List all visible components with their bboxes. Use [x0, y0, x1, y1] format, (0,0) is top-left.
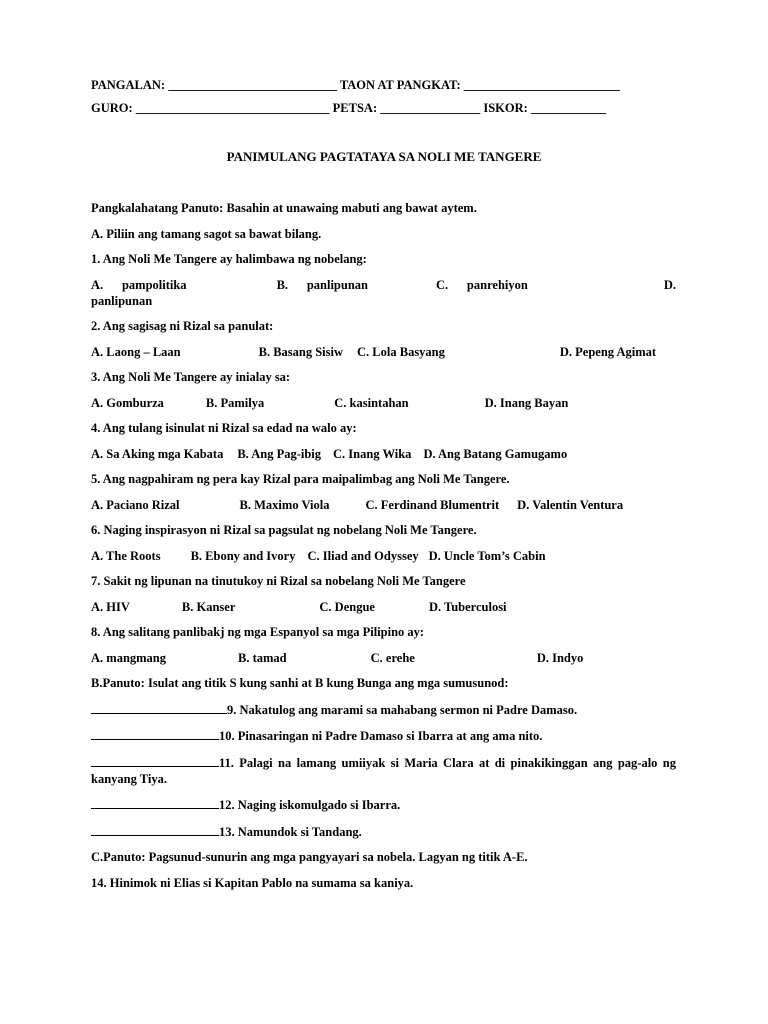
choice-8c: C. erehe: [370, 650, 415, 665]
choices-2: [91, 344, 676, 360]
choices-8: [91, 650, 676, 666]
item-10-text: 10. Pinasaringan ni Padre Damaso si Ibarra at ang ama nito.: [219, 729, 543, 743]
answer-blank-9[interactable]: [91, 701, 227, 714]
choice-3d: D. Inang Bayan: [484, 395, 569, 410]
question-5: 5. Ang nagpahiram ng pera kay Rizal para maipalimbag ang Noli Me Tangere.: [91, 472, 510, 486]
choice-7a: A. HIV: [91, 599, 130, 614]
answer-blank-10[interactable]: [91, 727, 219, 740]
question-1: 1. Ang Noli Me Tangere ay halimbawa ng nobelang:: [91, 252, 367, 266]
item-11-text: 11. Palagi na lamang umiiyak si Maria Clara at di pinakikinggan ang pag-alo ng kanyang Tiya.: [91, 755, 676, 786]
choice-5c: C. Ferdinand Blumentrit: [365, 497, 500, 512]
choice-8b: B. tamad: [238, 650, 287, 665]
header-teacher-date-score-line: GURO: _______________________________ PETSA: ________________ ISKOR: ____________: [91, 101, 606, 115]
choice-2a: A. Laong – Laan: [91, 344, 181, 359]
choices-1: [91, 277, 676, 309]
choice-4d: D. Ang Batang Gamugamo: [423, 446, 568, 461]
choice-6b: B. Ebony and Ivory: [190, 548, 296, 563]
question-8: 8. Ang salitang panlibakj ng mga Espanyol sa mga Pilipino ay:: [91, 625, 425, 639]
choices-5: [91, 497, 676, 513]
answer-blank-13[interactable]: [91, 823, 219, 836]
answer-blank-11[interactable]: [91, 754, 219, 767]
part-a-heading: A. Piliin ang tamang sagot sa bawat bilang.: [91, 226, 322, 241]
choices-3: [91, 395, 676, 411]
item-9-text: 9. Nakatulog ang marami sa mahabang sermon ni Padre Damaso.: [227, 702, 578, 717]
part-b-heading: B.Panuto: Isulat ang titik S kung sanhi at B kung Bunga ang mga sumusunod:: [91, 676, 509, 690]
choice-1c: C. panrehiyon: [435, 277, 528, 292]
page-title: PANIMULANG PAGTATAYA SA NOLI ME TANGERE: [226, 149, 542, 164]
choice-1b: B. panlipunan: [276, 277, 368, 292]
general-instructions: Pangkalahatang Panuto: Basahin at unawaing mabuti ang bawat aytem.: [91, 201, 477, 215]
choice-8a: A. mangmang: [91, 650, 167, 665]
part-c-heading: C.Panuto: Pagsunud-sunurin ang mga pangyayari sa nobela. Lagyan ng titik A-E.: [91, 850, 528, 864]
choice-4c: C. Inang Wika: [333, 446, 412, 461]
choice-1a: A. pampolitika: [91, 277, 187, 292]
question-3: 3. Ang Noli Me Tangere ay inialay sa:: [91, 370, 291, 384]
item-9: [91, 701, 676, 718]
choice-5b: B. Maximo Viola: [239, 497, 330, 512]
choices-6: [91, 548, 676, 564]
question-2: 2. Ang sagisag ni Rizal sa panulat:: [91, 319, 274, 333]
choices-4: [91, 446, 676, 462]
choice-4b: B. Ang Pag-ibig: [237, 446, 322, 461]
choice-6c: C. Iliad and Odyssey: [307, 548, 419, 563]
choice-2d: D. Pepeng Agimat: [559, 344, 657, 359]
choice-3a: A. Gomburza: [91, 395, 164, 410]
header-name-year-line: PANGALAN: ___________________________ TAON AT PANGKAT: _________________________: [91, 78, 621, 92]
choice-4a: A. Sa Aking mga Kabata: [91, 446, 224, 461]
choice-2b: B. Basang Sisiw: [258, 344, 344, 359]
choice-5d: D. Valentin Ventura: [517, 497, 624, 512]
choice-2c: C. Lola Basyang: [357, 344, 445, 359]
choice-7d: D. Tuberculosi: [428, 599, 507, 614]
choice-1d: D. panlipunan: [91, 277, 676, 308]
item-13: [91, 823, 676, 840]
item-12: [91, 796, 676, 813]
question-7: 7. Sakit ng lipunan na tinutukoy ni Rizal sa nobelang Noli Me Tangere: [91, 574, 466, 588]
item-10: [91, 727, 676, 744]
choice-6d: D. Uncle Tom’s Cabin: [428, 548, 546, 563]
item-12-text: 12. Naging iskomulgado si Ibarra.: [219, 798, 401, 812]
question-6: 6. Naging inspirasyon ni Rizal sa pagsulat ng nobelang Noli Me Tangere.: [91, 523, 477, 537]
choice-8d: D. Indyo: [536, 650, 584, 665]
item-11: [91, 754, 676, 787]
answer-blank-12[interactable]: [91, 796, 219, 809]
choice-7c: C. Dengue: [319, 599, 375, 614]
choice-7b: B. Kanser: [181, 599, 236, 614]
choice-3b: B. Pamilya: [205, 395, 265, 410]
worksheet-content: [91, 200, 676, 900]
question-4: 4. Ang tulang isinulat ni Rizal sa edad na walo ay:: [91, 421, 357, 435]
choice-5a: A. Paciano Rizal: [91, 497, 180, 512]
item-14: 14. Hinimok ni Elias si Kapitan Pablo na sumama sa kaniya.: [91, 875, 414, 890]
item-13-text: 13. Namundok si Tandang.: [219, 824, 362, 839]
choices-7: [91, 599, 676, 615]
choice-3c: C. kasintahan: [334, 395, 409, 410]
choice-6a: A. The Roots: [91, 548, 161, 563]
